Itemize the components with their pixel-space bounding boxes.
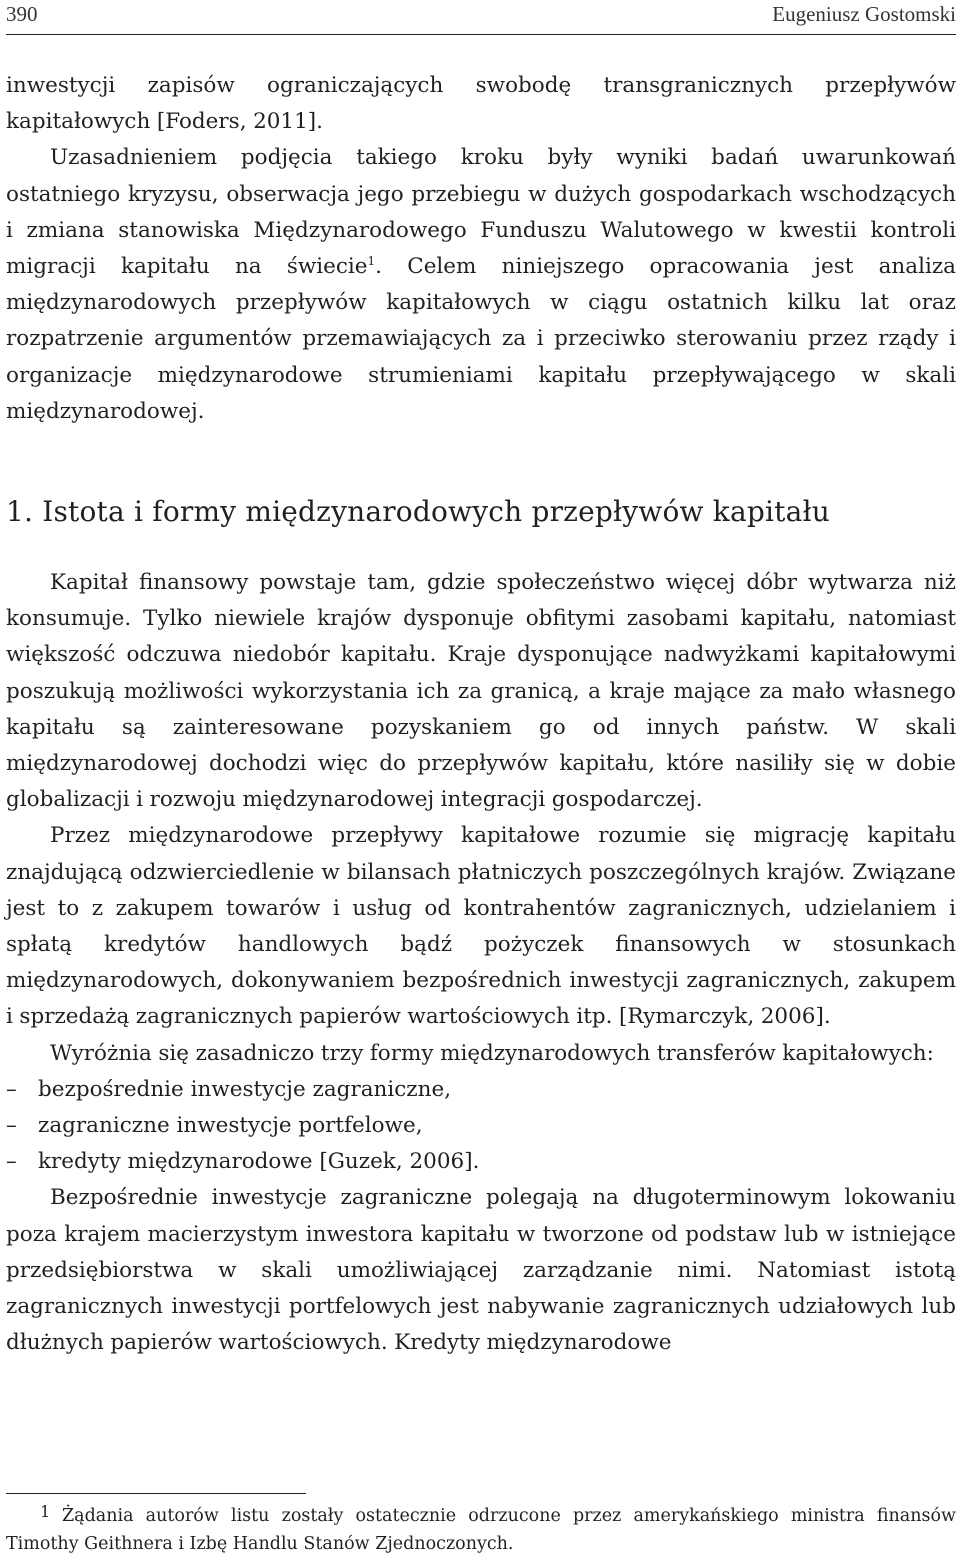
list-dash: – <box>6 1113 17 1139</box>
section-heading: 1. Istota i formy międzynarodowych przepływów kapitału <box>6 495 830 529</box>
footnote-number: 1 <box>40 1502 51 1521</box>
intro-paragraph-2-text-cont: . Celem niniejszego opracowania jest analiza międzynarodowych przepływów kapitałowych w ciągu ostatnich kilku lat oraz rozpatrzenie argumentów przemawiających za i przeciwko sterowaniu przez rządy i organizacje międzynarodowe strumieniami kapitału przepływającego w skali międzynarodowej. <box>6 254 956 424</box>
list-item-text: bezpośrednie inwestycje zagraniczne, <box>38 1076 452 1102</box>
section-body <box>6 565 956 1361</box>
intro-paragraph-2 <box>6 140 956 430</box>
page <box>6 0 956 1554</box>
list-dash: – <box>6 1076 17 1102</box>
list-dash: – <box>6 1149 17 1175</box>
section-paragraph-3: Wyróżnia się zasadniczo trzy formy międzynarodowych transferów kapitałowych: <box>50 1040 934 1066</box>
list-item <box>6 1144 956 1180</box>
footnote-text: Żądania autorów listu zostały ostatecznie odrzucone przez amerykańskiego ministra finansów Timothy Geithnera i Izbę Handlu Stanów Zjednoczonych. <box>6 1506 956 1554</box>
list-item <box>6 1108 956 1144</box>
intro-paragraph-2-text: Uzasadnieniem podjęcia takiego kroku były wyniki badań uwarunkowań ostatniego kryzysu, obserwacja jego przebiegu w dużych gospodarkach wschodzących i zmiana stanowiska Międzynarodowego Funduszu Walutowego w kwestii kontroli migracji kapitału na świecie <box>6 145 956 280</box>
footnote-reference[interactable]: 1 <box>367 253 376 268</box>
footnote-rule <box>6 1493 306 1494</box>
forms-list <box>6 1072 956 1181</box>
intro-paragraph-1: inwestycji zapisów ograniczających swobodę transgranicznych przepływów kapitałowych [Foders, 2011]. <box>6 73 956 135</box>
page-number: 390 <box>6 2 38 26</box>
list-item-text: kredyty międzynarodowe [Guzek, 2006]. <box>38 1149 480 1175</box>
section-paragraph-2: Przez międzynarodowe przepływy kapitałowe rozumie się migrację kapitału znajdującą odzwierciedlenie w bilansach płatniczych poszczególnych krajów. Związane jest to z zakupem towarów i usług od kontrahentów zagranicznych, udzielaniem i spłatą kredytów handlowych bądź pożyczek finansowych w stosunkach międzynarodowych, dokonywaniem bezpośrednich inwestycji zagranicznych, zakupem i sprzedażą zagranicznych papierów wartościowych itp. [Rymarczyk, 2006]. <box>6 823 956 1030</box>
list-item-text: zagraniczne inwestycje portfelowe, <box>38 1113 423 1139</box>
header-rule <box>6 34 956 35</box>
running-header <box>6 0 956 32</box>
footnote <box>6 1502 956 1558</box>
section-paragraph-4: Bezpośrednie inwestycje zagraniczne polegają na długoterminowym lokowaniu poza krajem macierzystym inwestora kapitału w tworzone od podstaw lub w istniejące przedsiębiorstwa w skali umożliwiającej zarządzanie nimi. Natomiast istotą zagranicznych inwestycji portfelowych jest nabywanie zagranicznych udziałowych lub dłużnych papierów wartościowych. Kredyty międzynarodowe <box>6 1185 956 1356</box>
section-paragraph-1: Kapitał finansowy powstaje tam, gdzie społeczeństwo więcej dóbr wytwarza niż konsumuje. Tylko niewiele krajów dysponuje obfitymi zasobami kapitału, natomiast większość odczuwa niedobór kapitału. Kraje dysponujące nadwyżkami kapitałowymi poszukują możliwości wykorzystania ich za granicą, a kraje mające za mało własnego kapitału są zainteresowane pozyskaniem go od innych państw. W skali międzynarodowej dochodzi więc do przepływów kapitału, które nasiliły się w dobie globalizacji i rozwoju międzynarodowej integracji gospodarczej. <box>6 570 956 813</box>
list-item <box>6 1072 956 1108</box>
running-header-author: Eugeniusz Gostomski <box>772 2 956 26</box>
